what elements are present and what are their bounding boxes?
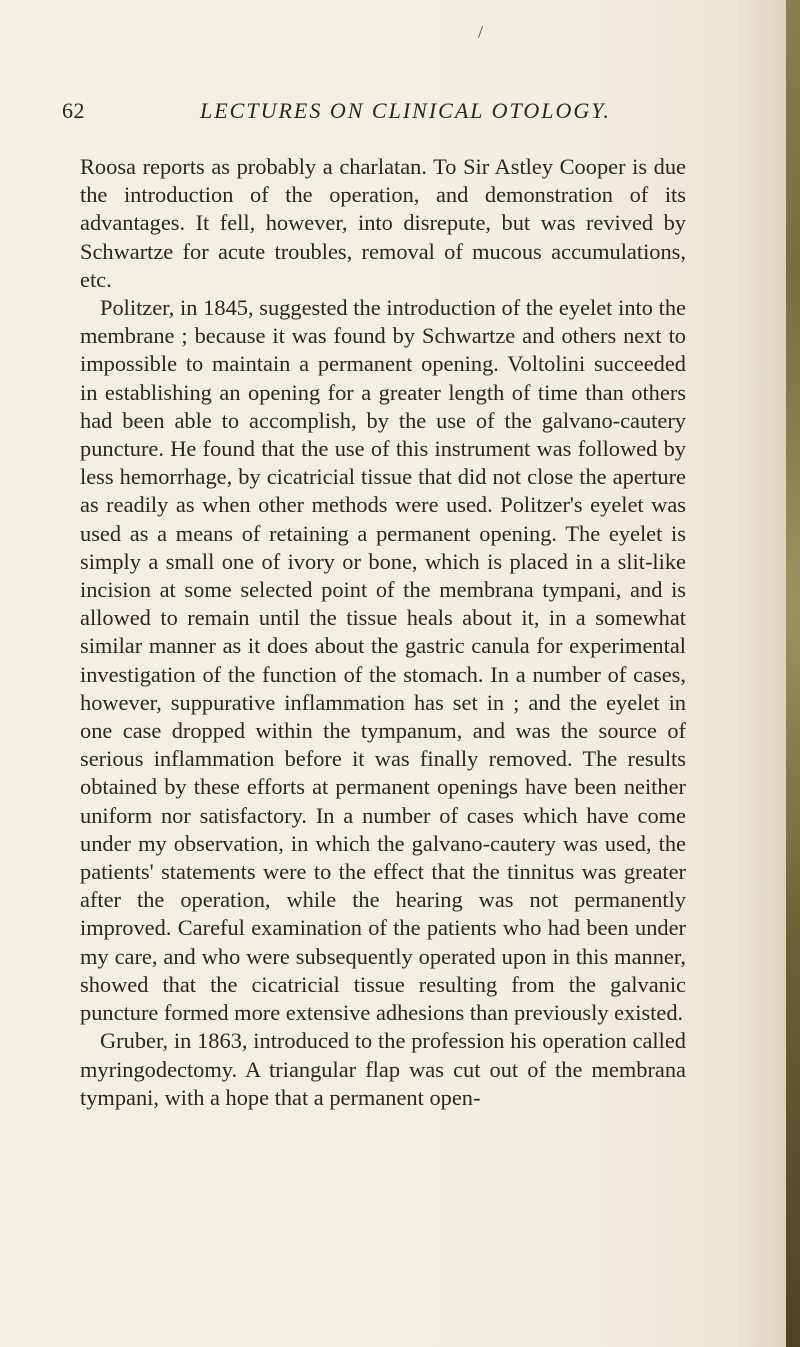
paragraph-1: Roosa reports as probably a charlatan. To Sir Astley Cooper is due the introduction of the operation, and demonstration of its advantages. It fell, however, into disrepute, but was revived by Schwartze for acute troubles, removal of mucous accumulations, etc.	[80, 154, 686, 292]
ink-mark: /	[478, 22, 484, 42]
paragraph-2: Politzer, in 1845, suggested the introduction of the eyelet into the membrane ; because it was found by Schwartze and others next to impossible to maintain a permanent opening. Voltolini succeeded in establishing an opening for a greater length of time than others had been able to accomplish, by the use of the galvano-cautery puncture. He found that the use of this instrument was followed by less hemorrhage, by cicatricial tissue that did not close the aperture as readily as when other methods were used. Politzer's eyelet was used as a means of retaining a permanent opening. The eyelet is simply a small one of ivory or bone, which is placed in a slit-like incision at some selected point of the membrana tympani, and is allowed to remain until the tissue heals about it, in a somewhat similar manner as it does about the gastric canula for experimental investigation of the function of the stomach. In a number of cases, however, suppurative inflammation has set in ; and the eyelet in one case dropped within the tympanum, and was the source of serious inflammation before it was finally removed. The results obtained by these efforts at permanent openings have been neither uniform nor satisfactory. In a number of cases which have come under my observation, in which the galvano-cautery was used, the patients' statements were to the effect that the tinnitus was greater after the operation, while the hearing was not permanently improved. Careful examination of the patients who had been under my care, and who were subsequently operated upon in this manner, showed that the cicatricial tissue resulting from the galvanic puncture formed more extensive adhesions than previously existed.	[80, 295, 686, 1026]
body-text	[80, 153, 686, 1112]
running-head: LECTURES ON CLINICAL OTOLOGY.	[200, 98, 611, 123]
paragraph-3: Gruber, in 1863, introduced to the profession his operation called myringodectomy. A triangular flap was cut out of the membrana tympani, with a hope that a permanent open-	[80, 1028, 686, 1110]
page-edge	[786, 0, 800, 1347]
page-header	[62, 98, 702, 134]
page-number: 62	[62, 98, 85, 123]
